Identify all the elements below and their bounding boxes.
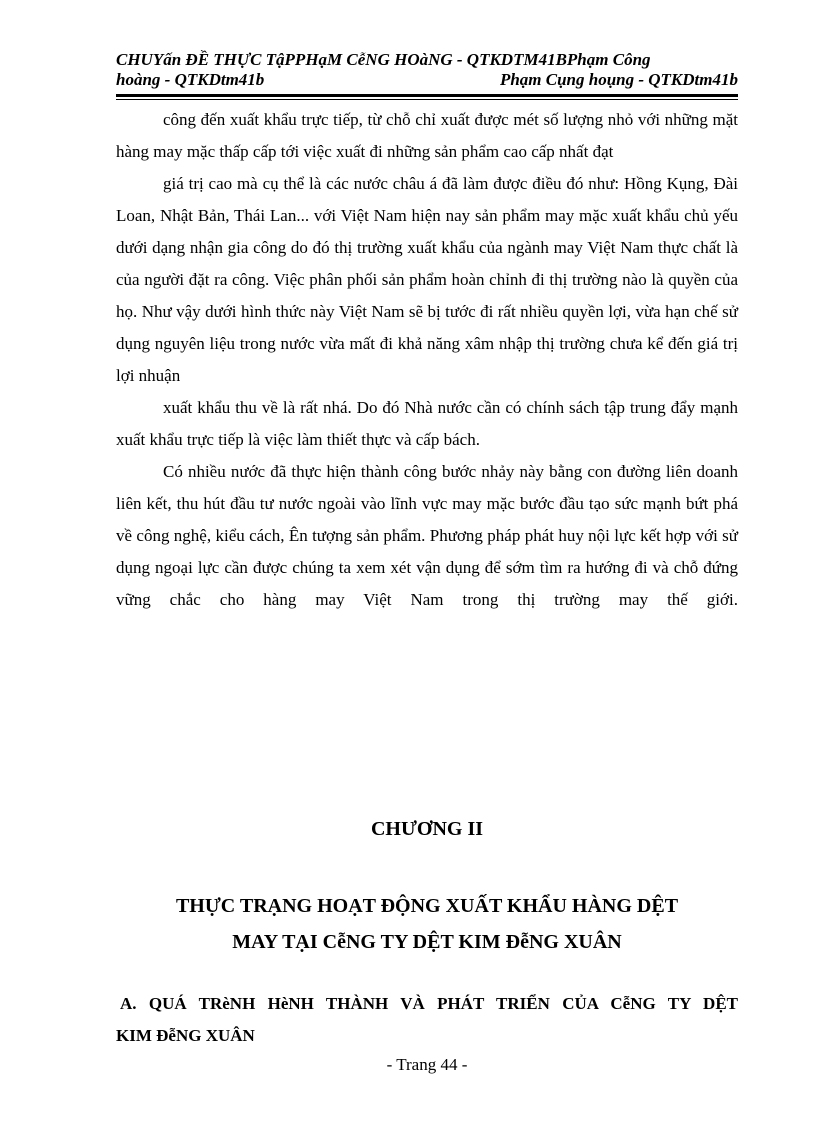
paragraph-4: Có nhiều nước đã thực hiện thành công bước nhảy này bằng con đường liên doanh liên kết, thu hút đầu tư nước ngoài vào lĩnh vực may mặc bước đầu tạo sức mạnh bứt phá về công nghệ, kiểu cách, Ên tượng sản phẩm. Phương pháp phát huy nội lực kết hợp với sử dụng ngoại lực cần được chúng ta xem xét vận dụng để sớm tìm ra hướng đi và chỗ đứng vững chắc cho hàng may Việt Nam trong thị trường may thế giới. bbox=[116, 462, 738, 609]
paragraph-3: xuất khẩu thu về là rất nhá. Do đó Nhà nước cần có chính sách tập trung đẩy mạnh xuất khẩu trực tiếp là việc làm thiết thực và cấp bách. bbox=[116, 398, 738, 449]
header-line-2 bbox=[116, 70, 738, 90]
section-heading bbox=[116, 988, 738, 1052]
paragraph-2: giá trị cao mà cụ thể là các nước châu á đã làm được điều đó như: Hồng Kụng, Đài Loan, Nhật Bản, Thái Lan... với Việt Nam hiện nay sản phẩm may mặc xuất khẩu chủ yếu dưới dạng nhận gia công do đó thị trường xuất khẩu của ngành may Việt Nam thực chất là của người đặt ra công. Việc phân phối sản phẩm hoàn chỉnh đi thị trường nào là quyền của họ. Như vậy dưới hình thức này Việt Nam sẽ bị tước đi rất nhiều quyền lợi, vừa hạn chế sử dụng nguyên liệu trong nước vừa mất đi khả năng xâm nhập thị trường chưa kể đến giá trị lợi nhuận bbox=[116, 174, 738, 385]
chapter-title-line-1: THỰC TRẠNG HOẠT ĐỘNG XUẤT KHẨU HÀNG DỆT bbox=[175, 895, 679, 917]
running-header bbox=[116, 50, 738, 90]
header-author-right: Phạm Cụng hoụng - QTKDtm41b bbox=[499, 70, 738, 89]
section-heading-line-1: A. QUÁ TRèNH HèNH THÀNH VÀ PHÁT TRIỂN CỦA CễNG TY DỆT bbox=[120, 994, 738, 1013]
header-author-left: hoàng - QTKDtm41b bbox=[116, 70, 265, 89]
header-line-1: CHUYấn ĐỀ THỰC TậPPHạM CễNG HOàNG - QTKDTM41BPhạm Công bbox=[116, 50, 651, 69]
section-heading-line-2: KIM ĐễNG XUÂN bbox=[116, 1026, 255, 1045]
header-rule-thin bbox=[116, 99, 738, 100]
chapter-number: CHƯƠNG II bbox=[370, 818, 484, 840]
page-number: - Trang 44 - bbox=[386, 1055, 468, 1074]
header-rule-thick bbox=[116, 94, 738, 97]
paragraph-1: công đến xuất khẩu trực tiếp, từ chỗ chỉ xuất được mét số lượng nhỏ với những mặt hàng may mặc thấp cấp tới việc xuất đi những sản phẩm cao cấp nhất đạt bbox=[116, 110, 738, 161]
chapter-title-line-2: MAY TẠI CễNG TY DỆT KIM ĐễNG XUÂN bbox=[232, 931, 622, 953]
body-text bbox=[116, 104, 738, 616]
chapter-title bbox=[116, 888, 738, 960]
